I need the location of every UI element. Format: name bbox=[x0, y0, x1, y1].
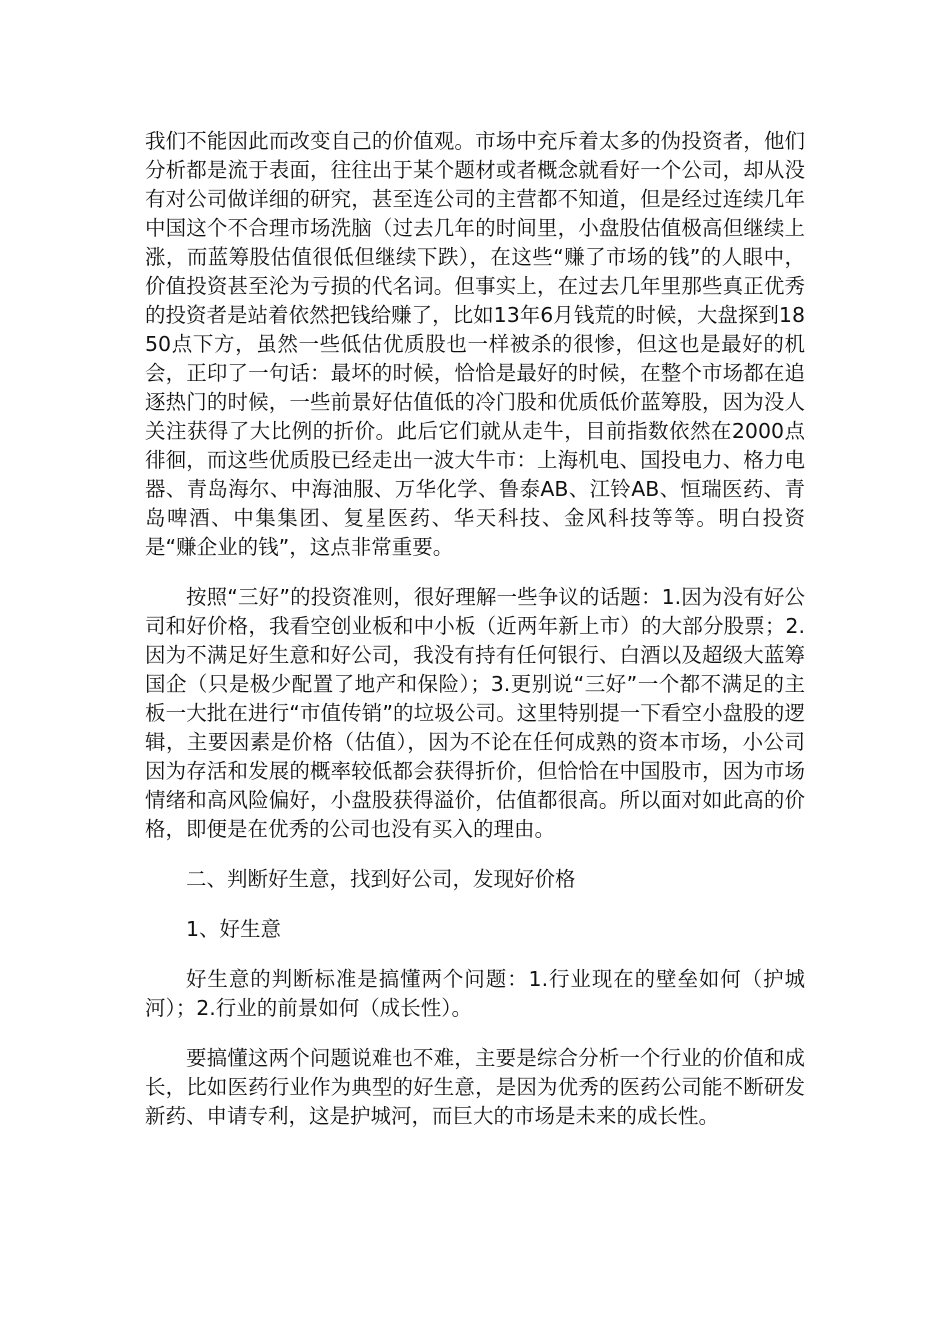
section-heading: 二、判断好生意，找到好公司，发现好价格 bbox=[186, 867, 576, 891]
document-body bbox=[145, 127, 805, 1152]
subsection-heading: 1、好生意 bbox=[186, 917, 282, 941]
paragraph-good-business-criteria: 好生意的判断标准是搞懂两个问题：1.行业现在的壁垒如何（护城河）；2.行业的前景如何（成长性）。 bbox=[145, 967, 805, 1020]
paragraph-pharma-example: 要搞懂这两个问题说难也不难，主要是综合分析一个行业的价值和成长，比如医药行业作为典型的好生意，是因为优秀的医药公司能不断研发新药、申请专利，这是护城河，而巨大的市场是未来的成长性。 bbox=[145, 1046, 805, 1128]
paragraph-value-investing: 我们不能因此而改变自己的价值观。市场中充斥着太多的伪投资者，他们分析都是流于表面，往往出于某个题材或者概念就看好一个公司，却从没有对公司做详细的研究，甚至连公司的主营都不知道，但是经过连续几年中国这个不合理市场洗脑（过去几年的时间里，小盘股估值极高但继续上涨，而蓝筹股估值很低但继续下跌），在这些“赚了市场的钱”的人眼中，价值投资甚至沦为亏损的代名词。但事实上，在过去几年里那些真正优秀的投资者是站着依然把钱给赚了，比如13年6月钱荒的时候，大盘探到1850点下方，虽然一些低估优质股也一样被杀的很惨，但这也是最好的机会，正印了一句话：最坏的时候，恰恰是最好的时候，在整个市场都在追逐热门的时候，一些前景好估值低的冷门股和优质低价蓝筹股，因为没人关注获得了大比例的折价。此后它们就从走牛，目前指数依然在2000点徘徊，而这些优质股已经走出一波大牛市：上海机电、国投电力、格力电器、青岛海尔、中海油服、万华化学、鲁泰AB、江铃AB、恒瑞医药、青岛啤酒、中集集团、复星医药、华天科技、金风科技等等。明白投资是“赚企业的钱”，这点非常重要。 bbox=[145, 129, 805, 559]
paragraph-three-goods-principle: 按照“三好”的投资准则，很好理解一些争议的话题：1.因为没有好公司和好价格，我看空创业板和中小板（近两年新上市）的大部分股票；2.因为不满足好生意和好公司，我没有持有任何银行、白酒以及超级大蓝筹国企（只是极少配置了地产和保险）；3.更别说“三好”一个都不满足的主板一大批在进行“市值传销”的垃圾公司。这里特别提一下看空小盘股的逻辑，主要因素是价格（估值），因为不论在任何成熟的资本市场，小公司因为存活和发展的概率较低都会获得折价，但恰恰在中国股市，因为市场情绪和高风险偏好，小盘股获得溢价，估值都很高。所以面对如此高的价格，即便是在优秀的公司也没有买入的理由。 bbox=[145, 585, 805, 841]
